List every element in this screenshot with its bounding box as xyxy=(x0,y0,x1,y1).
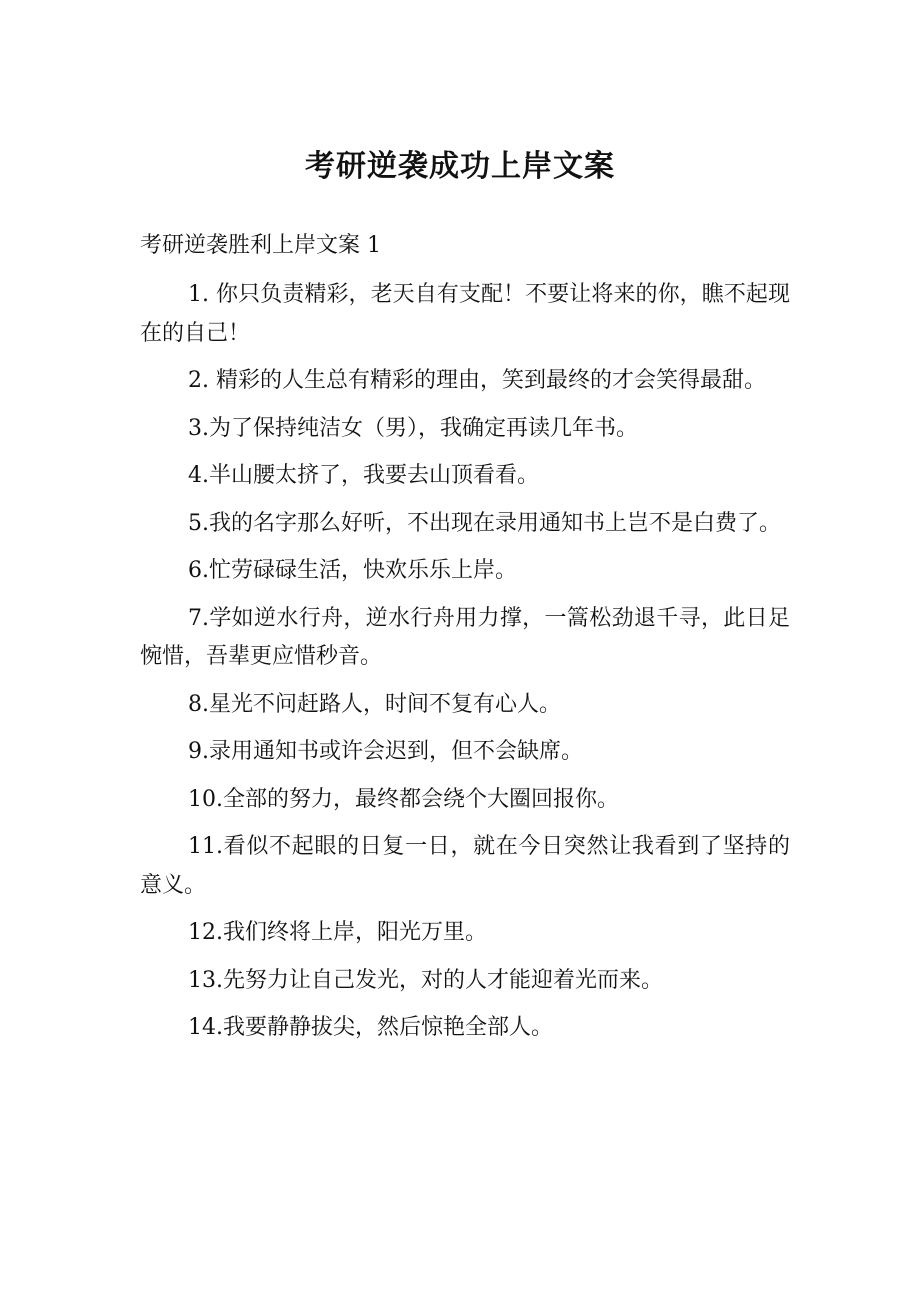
list-item: 11.看似不起眼的日复一日，就在今日突然让我看到了坚持的意义。 xyxy=(140,834,790,898)
list-item: 12.我们终将上岸，阳光万里。 xyxy=(188,920,487,945)
list-item: 9.录用通知书或许会迟到，但不会缺席。 xyxy=(188,739,583,764)
list-item: 6.忙劳碌碌生活，快欢乐乐上岸。 xyxy=(188,558,517,583)
quote-list xyxy=(140,276,790,1057)
list-item: 8.星光不问赶路人，时间不复有心人。 xyxy=(188,691,561,717)
page-title: 考研逆袭成功上岸文案 xyxy=(305,149,615,184)
list-item: 3.为了保持纯洁女（男），我确定再读几年书。 xyxy=(188,415,638,441)
list-item: 7.学如逆水行舟，逆水行舟用力撑，一篙松劲退千寻，此日足惋惜，吾辈更应惜秒音。 xyxy=(140,605,790,669)
section-heading: 考研逆袭胜利上岸文案 1 xyxy=(140,233,381,258)
list-item: 14.我要静静拔尖，然后惊艳全部人。 xyxy=(188,1015,553,1040)
list-item: 1. 你只负责精彩，老天自有支配！不要让将来的你，瞧不起现在的自己！ xyxy=(140,282,790,346)
list-item: 5.我的名字那么好听，不出现在录用通知书上岂不是白费了。 xyxy=(188,510,781,536)
list-item: 4.半山腰太挤了，我要去山顶看看。 xyxy=(188,463,539,488)
list-item: 2. 精彩的人生总有精彩的理由，笑到最终的才会笑得最甜。 xyxy=(188,368,766,393)
list-item: 13.先努力让自己发光，对的人才能迎着光而来。 xyxy=(188,967,663,993)
list-item: 10.全部的努力，最终都会绕个大圈回报你。 xyxy=(188,786,619,812)
